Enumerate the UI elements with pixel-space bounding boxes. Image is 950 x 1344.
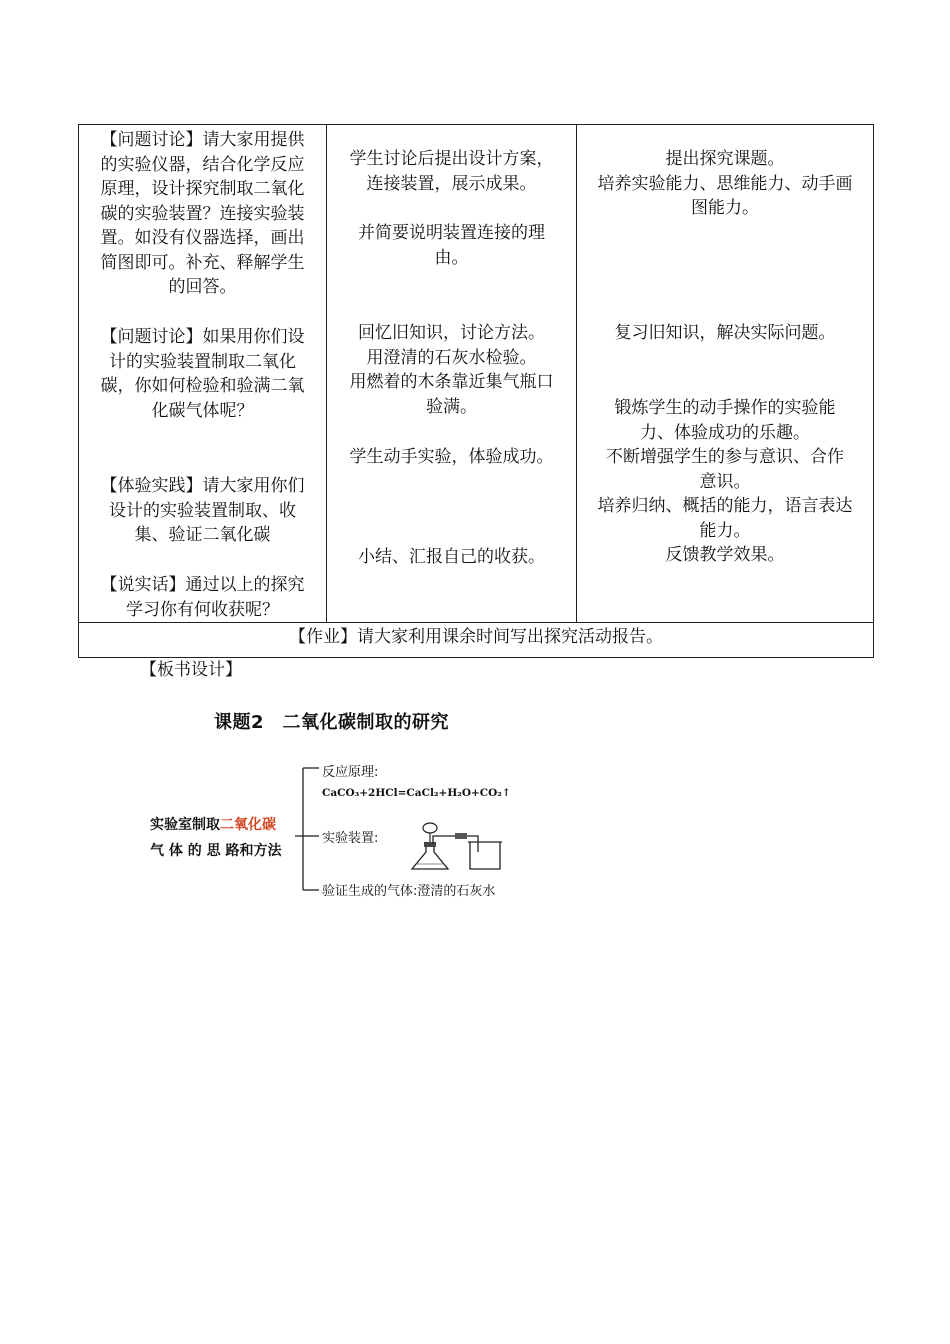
apparatus-drawing xyxy=(400,822,510,872)
reaction-equation: CaCO₃+2HCl=CaCl₂+H₂O+CO₂↑ xyxy=(322,787,511,799)
branch-principle: 反应原理: xyxy=(322,765,379,780)
intent-topic-text: 提出探究课题。 培养实验能力、思维能力、动手画 图能力。 xyxy=(597,149,853,218)
intent-skills-text: 锻炼学生的动手操作的实验能 力、体验成功的乐趣。 不断增强学生的参与意识、合作 意识。 培养归纳、概括的能力，语言表达 能力。 反馈教学效果。 xyxy=(597,398,853,565)
homework-text: 【作业】请大家利用课余时间写出探究活动报告。 xyxy=(79,623,874,658)
student-recall-text: 回忆旧知识，讨论方法。 用澄清的石灰水检验。 用燃着的木条靠近集气瓶口 验满。 xyxy=(349,323,554,417)
student-design-text: 学生讨论后提出设计方案， 连接装置，展示成果。 xyxy=(349,149,554,194)
intent-review-text: 复习旧知识，解决实际问题。 xyxy=(614,323,836,343)
homework-row xyxy=(79,623,874,658)
practice-text: 【体验实践】请大家用你们 设计的实验装置制取、收 集、验证二氧化碳 xyxy=(100,476,305,545)
discussion-test-text: 【问题讨论】如果用你们设 计的实验装置制取二氧化 碳，你如何检验和验满二氧 化碳气体呢？ xyxy=(100,327,305,421)
branch-apparatus: 实验装置: xyxy=(322,831,379,846)
topic-highlight: 二氧化碳 xyxy=(220,817,276,833)
student-explain-text: 并简要说明装置连接的理 由。 xyxy=(358,223,545,268)
lesson-plan-table xyxy=(78,124,874,658)
board-design-heading: 【板书设计】 xyxy=(140,660,242,680)
board-title: 课题2 二氧化碳制取的研究 xyxy=(214,712,450,733)
student-experiment-text: 学生动手实验，体验成功。 xyxy=(349,447,554,467)
discussion-design-text: 【问题讨论】请大家用提供 的实验仪器，结合化学反应 原理，设计探究制取二氧化 碳的实验装置？连接实验装 置。如没有仪器选择，画出 简图即可。补充、释解学生 的回答。 xyxy=(100,130,305,297)
teacher-activity-cell xyxy=(79,125,327,623)
branch-bracket xyxy=(295,764,325,894)
reflection-text: 【说实话】通过以上的探究 学习你有何收获呢？ xyxy=(100,575,305,620)
student-summary-text: 小结、汇报自己的收获。 xyxy=(358,547,545,567)
board-main-topic xyxy=(150,812,282,864)
topic-line2: 气 体 的 思 路和方法 xyxy=(150,843,282,859)
student-activity-cell xyxy=(327,125,577,623)
design-intent-cell xyxy=(577,125,874,623)
branch-verification: 验证生成的气体:澄清的石灰水 xyxy=(322,884,496,899)
topic-prefix: 实验室制取 xyxy=(150,817,220,833)
table-row xyxy=(79,125,874,623)
